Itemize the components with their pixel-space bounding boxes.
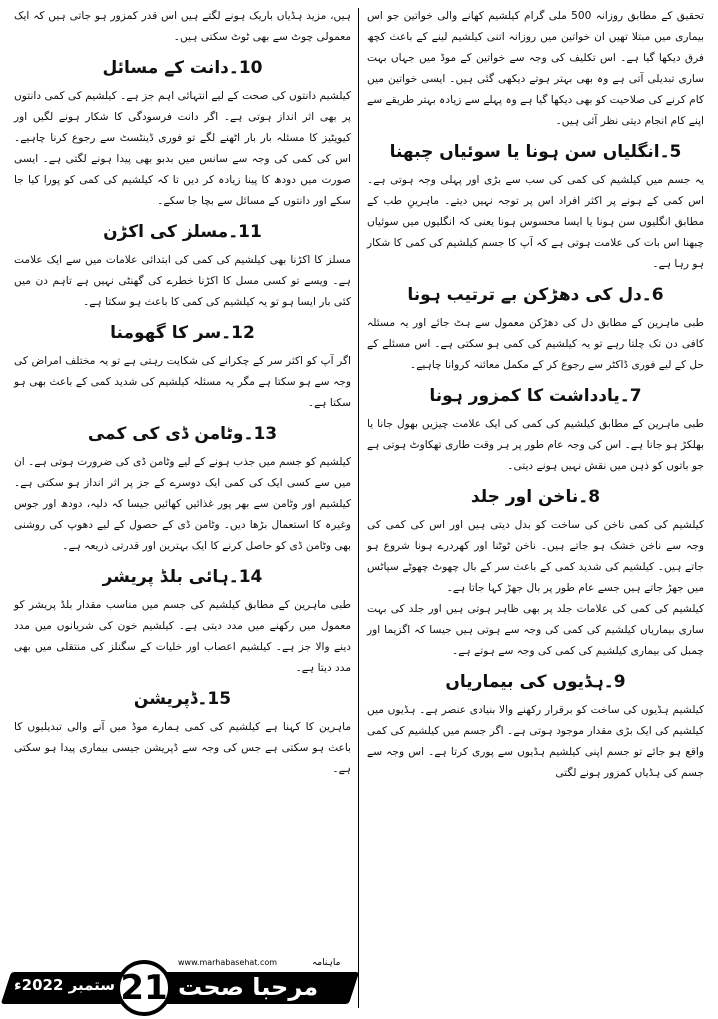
section-13-body: کیلشیم کو جسم میں جذب ہونے کے لیے وٹامن ڈی کی ضرورت ہوتی ہے۔ ان میں سے کسی ایک کی کمی ایک دوسرے کے جز پر اثر انداز ہو سکتی ہے۔ کیلشیم اور وٹامن سے بھر پور غذائیں کھائیں جیسا کہ دلیہ، دودھ اور جوس وغیرہ کا استعمال بڑھا دیں۔ وٹامن ڈی کے حصول کے لیے دھوپ کی روشنی بھی وٹامن ڈی کو حاصل کرنے کا ایک بہترین اور قدرتی ذریعہ ہے۔: [14, 456, 351, 552]
left-column: [14, 6, 351, 780]
section-14-heading: 14۔ہائی بلڈ پریشر: [102, 567, 263, 587]
page-number: 21: [120, 968, 168, 1008]
section-10-body: کیلشیم دانتوں کی صحت کے لیے انتہائی اہم جز ہے۔ کیلشیم کی کمی دانتوں پر بھی اثر انداز ہوتی ہے۔ اگر دانت فرسودگی کا شکار ہونے لگیں اور کیویٹیز کا مسئلہ بار بار اٹھنے لگے تو فوری ڈینٹسٹ سے رجوع کرنا چاہیے۔ اس کی کمی کی وجہ سے سانس میں بدبو بھی پیدا ہونے لگتی ہے۔ ایسی صورت میں دودھ کا پینا زیادہ کر دیں تا کہ کیلشیم کی کمی کو پورا کیا جا سکے اور دانتوں کے مسائل سے بچا جا سکے۔: [14, 90, 351, 207]
magazine-footer: [0, 956, 360, 1019]
website-url: www.marhabasehat.com: [178, 958, 278, 967]
section-6-body: طبی ماہرین کے مطابق دل کی دھڑکن معمول سے ہٹ جائے اور یہ مسئلہ کافی دن تک چلتا رہے تو یہ کیلشیم کی کمی ہو سکتی ہے۔ اس مسئلے کے حل کے لیے فوری ڈاکٹر سے رجوع کر کے مکمل معائنہ کروانا چاہیے۔: [367, 317, 704, 371]
right-column: [367, 6, 704, 784]
section-12-body: اگر آپ کو اکثر سر کے چکرانے کی شکایت رہتی ہے تو یہ مختلف امراض کی وجہ سے ہو سکتا ہے مگر یہ مسئلہ کیلشیم کی شدید کمی کے باعث بھی ہو سکتا ہے۔: [14, 355, 351, 409]
section-13-heading: 13۔وٹامن ڈی کی کمی: [87, 424, 278, 444]
section-6-heading: 6۔دل کی دھڑکن بے ترتیب ہونا: [407, 285, 664, 305]
section-5-body: یہ جسم میں کیلشیم کی کمی کی سب سے بڑی اور پہلی وجہ ہوتی ہے۔ اس کمی کے ہونے پر اکثر افراد اس پر توجہ نہیں دیتے۔ ماہرینِ طب کے مطابق انگلیوں سن ہونا یا ایسا محسوس ہونا یعنی کہ انگلیوں میں سوئیاں چبھنا اس بات کی علامت ہوتی ہے کہ آپ کا جسم کیلشیم کی کمی کا شکار ہو رہا ہے۔: [367, 174, 704, 270]
section-8-heading: 8۔ناخن اور جلد: [470, 487, 601, 507]
magazine-label: ماہنامہ: [312, 958, 341, 968]
section-10-heading: 10۔دانت کے مسائل: [102, 58, 263, 78]
section-7-heading: 7۔یادداشت کا کمزور ہونا: [429, 386, 642, 406]
section-15-heading: 15۔ڈپریشن: [133, 689, 232, 709]
section-14-body: طبی ماہرین کے مطابق کیلشیم کی جسم میں مناسب مقدار بلڈ پریشر کو معمول میں رکھنے میں مدد دیتی ہے۔ کیلشیم خون کی شریانوں میں مدد دینے والا جز ہے۔ کیلشیم اعصاب اور خلیات کے سگنلز کی منتقلی میں بھی مدد دیتا ہے۔: [14, 599, 351, 674]
section-5-heading: 5۔انگلیاں سن ہونا یا سوئیاں چبھنا: [389, 142, 682, 162]
section-8-body-2: کیلشیم کی کمی کی علامات جلد پر بھی ظاہر ہوتی ہیں اور جلد کی بہت ساری بیماریاں کیلشیم کی کمی کی وجہ سے ہوتی ہیں جیسا کہ اگزیما اور چمبل کی بیماری کیلشیم کی کمی کی وجہ سے ہوتے ہے۔: [367, 603, 704, 657]
section-12-heading: 12۔سر کا گھومنا: [110, 323, 255, 343]
left-intro-paragraph: ہیں، مزید ہڈیاں باریک ہونے لگتے ہیں اس قدر کمزور ہو جاتی ہیں کہ ایک معمولی چوٹ سے بھی ٹوٹ سکتی ہیں۔: [14, 10, 351, 43]
section-8-body-1: کیلشیم کی کمی ناخن کی ساخت کو بدل دیتی ہیں اور اس کی کمی کی وجہ سے ناخن خشک ہو جاتے ہیں۔ ناخن ٹوٹنا اور کھردرے ہونا شروع ہو جاتے ہیں۔ کیلشیم کی شدید کمی کے باعث سر کے بال چھوٹ چھوٹے سپاٹس میں جھڑ جاتے ہیں جسے عام طور پر بال جھڑ کہا جاتا ہے۔: [367, 519, 704, 594]
section-9-body: کیلشیم ہڈیوں کی ساخت کو برقرار رکھنے والا بنیادی عنصر ہے۔ ہڈیوں میں کیلشیم کی ایک بڑی مقدار موجود ہوتی ہے۔ اگر جسم میں کیلشیم کی کمی واقع ہو جائے تو جسم اپنی کیلشیم ہڈیوں سے پوری کرتا ہے۔ اس وجہ سے جسم کی ہڈیاں کمزور ہونے لگتی: [367, 704, 704, 779]
magazine-logo-name: مرحبا صحت: [178, 973, 319, 1001]
issue-date: ستمبر 2022ء: [14, 976, 116, 994]
right-intro-paragraph: تحقیق کے مطابق روزانہ 500 ملی گرام کیلشیم کھانے والی خواتین جو اس بیماری میں مبتلا تھیں ان خواتین میں روزانہ اتنی کیلشیم لینے کے باعث کچھ فرق دیکھا گیا ہے۔ اس تکلیف کی وجہ سے خواتین کے موڈ میں جہاں بہت ساری تبدیلی آتی ہے وہ بھی بہتر ہوتے دیکھی گئی ہیں۔ ایسی خواتین میں کام کرنے کی صلاحیت کو بھی دیکھا گیا ہے وہ پہلے سے زیادہ بہتر طریقے سے اپنے کام انجام دیتی نظر آئی ہیں۔: [367, 10, 704, 127]
column-divider: [358, 8, 359, 1008]
section-11-body: مسلز کا اکڑنا بھی کیلشیم کی کمی کی ابتدائی علامات میں سے ایک علامت ہے۔ ویسے تو کسی مسل کا اکڑنا خطرے کی گھنٹی نہیں ہے تاہم دن میں کئی بار ایسا ہو تو یہ کیلشیم کی کمی کا باعث ہو سکتا ہے۔: [14, 254, 351, 308]
section-7-body: طبی ماہرین کے مطابق کیلشیم کی کمی کی ایک علامت چیزیں بھول جانا یا بھلکڑ ہو جانا ہے۔ اس کی وجہ عام طور پر ہر وقت طاری تھکاوٹ ہوتی ہے جو باتوں کو ذہن میں نقش نہیں ہونے دیتی۔: [367, 418, 704, 472]
section-15-body: ماہرین کا کہنا ہے کیلشیم کی کمی ہمارے موڈ میں آنے والی تبدیلیوں کا باعث ہو سکتی ہے جس کی وجہ سے ڈپریشن جیسی بیماری پیدا ہو سکتی ہے۔: [14, 721, 351, 775]
page-number-badge: [116, 960, 172, 1016]
section-11-heading: 11۔مسلز کی اکڑن: [103, 222, 262, 242]
section-9-heading: 9۔ہڈیوں کی بیماریاں: [445, 672, 626, 692]
